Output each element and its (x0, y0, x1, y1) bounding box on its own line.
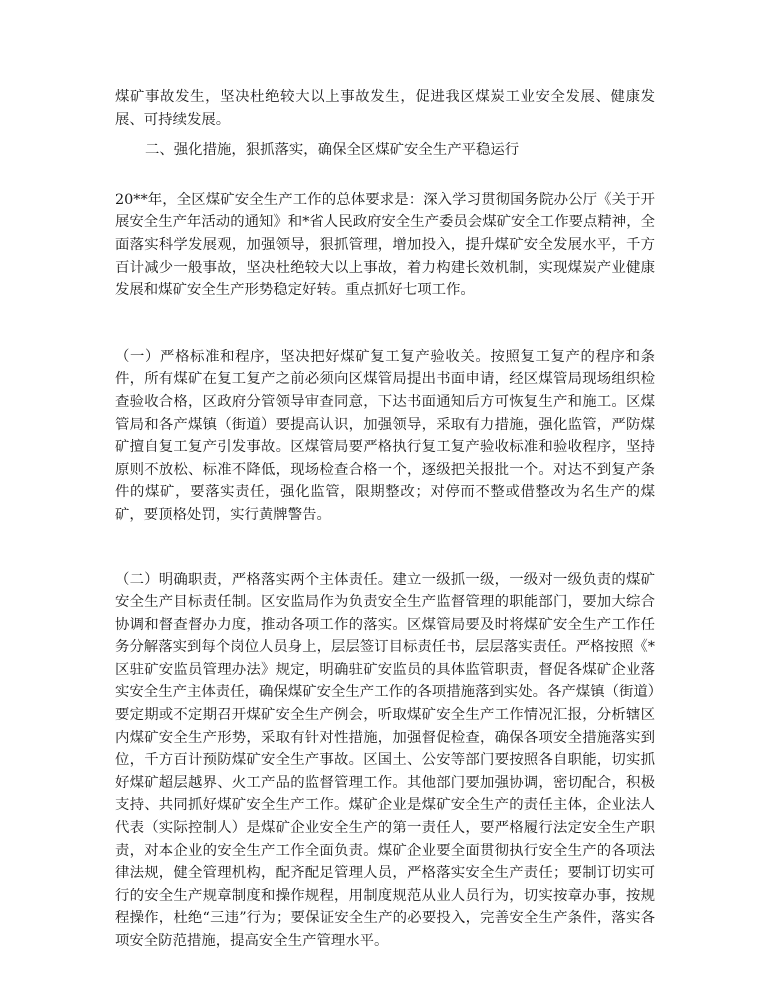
item-two-paragraph: （二）明确职责，严格落实两个主体责任。建立一级抓一级，一级对一级负责的煤矿安全生产目标责任制。区安监局作为负责安全生产监督管理的职能部门，要加大综合协调和督查督办力度，推动各项工作的落实。区煤管局要及时将煤矿安全生产工作任务分解落实到每个岗位人员身上，层层签订目标责任书，层层落实责任。严格按照《*区驻矿安监员管理办法》规定，明确驻矿安监员的具体监管职责，督促各煤矿企业落实安全生产主体责任，确保煤矿安全生产工作的各项措施落到实处。各产煤镇（街道）要定期或不定期召开煤矿安全生产例会，听取煤矿安全生产工作情况汇报，分析辖区内煤矿安全生产形势，采取有针对性措施，加强督促检查，确保各项安全措施落实到位，千方百计预防煤矿安全生产事故。区国土、公安等部门要按照各自职能，切实抓好煤矿超层越界、火工产品的监督管理工作。其他部门要加强协调，密切配合，积极支持、共同抓好煤矿安全生产工作。煤矿企业是煤矿安全生产的责任主体，企业法人代表（实际控制人）是煤矿企业安全生产的第一责任人，要严格履行法定安全生产职责，对本企业的安全生产工作全面负责。煤矿企业要全面贯彻执行安全生产的各项法律法规，健全管理机构，配齐配足管理人员，严格落实安全生产责任；要制订切实可行的安全生产规章制度和操作规程，用制度规范从业人员行为，切实按章办事，按规程操作，杜绝“三违”行为；要保证安全生产的必要投入，完善安全生产条件，落实各项安全防范措施，提高安全生产管理水平。 (115, 571, 655, 949)
item-one-paragraph: （一）严格标准和程序，坚决把好煤矿复工复产验收关。按照复工复产的程序和条件，所有煤矿在复工复产之前必须向区煤管局提出书面申请，经区煤管局现场组织检查验收合格，区政府分管领导审查同意，下达书面通知后方可恢复生产和施工。区煤管局和各产煤镇（街道）要提高认识，加强领导，采取有力措施，强化监管，严防煤矿擅自复工复产引发事故。区煤管局要严格执行复工复产验收标准和验收程序，坚持原则不放松、标准不降低，现场检查合格一个，逐级把关报批一个。对达不到复产条件的煤矿，要落实责任，强化监管，限期整改；对停而不整或借整改为名生产的煤矿，要顶格处罚，实行黄牌警告。 (115, 348, 655, 523)
section-heading: 二、强化措施，狠抓落实，确保全区煤矿安全生产平稳运行 (145, 142, 520, 159)
document-page (115, 86, 655, 953)
continuation-paragraph: 煤矿事故发生，坚决杜绝较大以上事故发生，促进我区煤炭工业安全发展、健康发展、可持续发展。 (115, 89, 655, 128)
overview-paragraph: 20**年，全区煤矿安全生产工作的总体要求是：深入学习贯彻国务院办公厅《关于开展安全生产年活动的通知》和*省人民政府安全生产委员会煤矿安全工作要点精神，全面落实科学发展观，加强领导，狠抓管理，增加投入，提升煤矿安全发展水平，千方百计减少一般事故，坚决杜绝较大以上事故，着力构建长效机制，实现煤炭产业健康发展和煤矿安全生产形势稳定好转。重点抓好七项工作。 (115, 191, 655, 299)
